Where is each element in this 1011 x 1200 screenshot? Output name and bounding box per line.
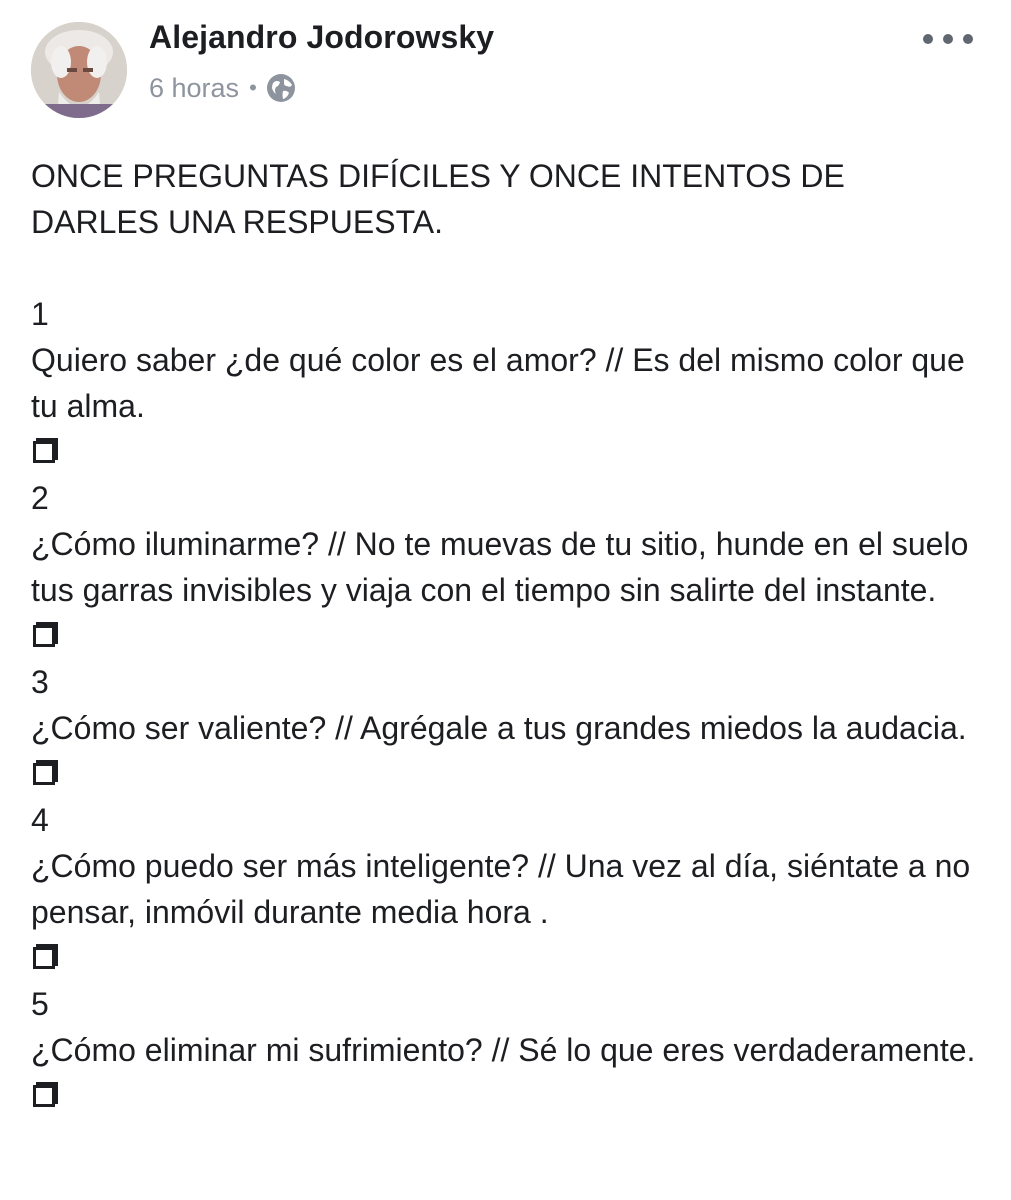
post-meta bbox=[149, 70, 297, 106]
list-item bbox=[31, 659, 981, 797]
globe-icon bbox=[265, 72, 297, 104]
item-number: 4 bbox=[31, 802, 49, 838]
list-item bbox=[31, 291, 981, 475]
item-text: ¿Cómo eliminar mi sufrimiento? // Sé lo que eres verdaderamente. bbox=[31, 1032, 976, 1068]
list-item bbox=[31, 981, 981, 1119]
post-body bbox=[31, 153, 981, 1119]
ballot-box-icon bbox=[31, 1073, 981, 1119]
item-number: 3 bbox=[31, 664, 49, 700]
post-title: ONCE PREGUNTAS DIFÍCILES Y ONCE INTENTOS DE DARLES UNA RESPUESTA. bbox=[31, 158, 845, 240]
more-dot bbox=[943, 34, 953, 44]
more-dot bbox=[963, 34, 973, 44]
item-text: ¿Cómo puedo ser más inteligente? // Una vez al día, siéntate a no pensar, inmóvil durante media hora . bbox=[31, 848, 971, 930]
list-item bbox=[31, 797, 981, 981]
ballot-box-icon bbox=[31, 751, 981, 797]
more-dot bbox=[923, 34, 933, 44]
ballot-box-icon bbox=[31, 935, 981, 981]
author-avatar[interactable] bbox=[31, 22, 127, 118]
meta-separator: • bbox=[249, 75, 257, 100]
item-text: ¿Cómo iluminarme? // No te muevas de tu sitio, hunde en el suelo tus garras invisibles y viaja con el tiempo sin salirte del instante. bbox=[31, 526, 969, 608]
item-text: ¿Cómo ser valiente? // Agrégale a tus grandes miedos la audacia. bbox=[31, 710, 967, 746]
item-number: 1 bbox=[31, 296, 49, 332]
ballot-box-icon bbox=[31, 429, 981, 475]
avatar-photo bbox=[31, 22, 127, 118]
post-timestamp[interactable]: 6 horas bbox=[149, 72, 240, 103]
item-number: 5 bbox=[31, 986, 49, 1022]
ballot-box-icon bbox=[31, 613, 981, 659]
item-text: Quiero saber ¿de qué color es el amor? // Es del mismo color que tu alma. bbox=[31, 342, 965, 424]
post-header bbox=[0, 0, 1011, 130]
more-options-icon[interactable] bbox=[923, 22, 973, 56]
item-number: 2 bbox=[31, 480, 49, 516]
author-name[interactable]: Alejandro Jodorowsky bbox=[149, 19, 495, 55]
list-item bbox=[31, 475, 981, 659]
